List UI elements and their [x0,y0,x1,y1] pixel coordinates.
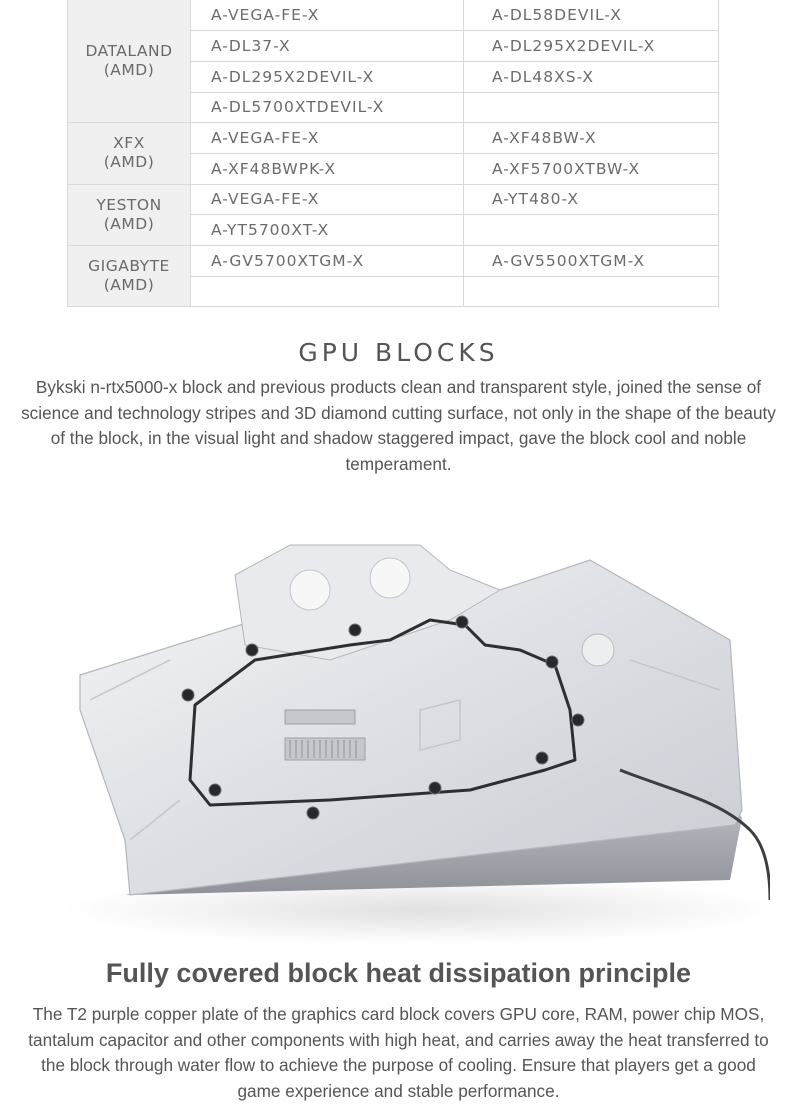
brand-vendor: (AMD) [103,214,155,233]
table-row [68,123,719,154]
brand-vendor: (AMD) [103,276,155,295]
brand-name: XFX [113,134,145,153]
model-cell: A-GV5500XTGM-X [464,246,719,277]
screw-icon [456,616,468,628]
gpu-blocks-description: Bykski n-rtx5000-x block and previous products clean and transparent style, joined the sense of science and technology stripes and 3D diamond cutting surface, not only in the shape of the beauty of the block, in the visual light and shadow staggered impact, gave the block cool and noble temperament. [21,377,776,474]
gpu-blocks-title: GPU BLOCKS [298,338,499,367]
screw-icon [429,782,441,794]
model-cell [464,92,719,123]
screw-icon [246,644,258,656]
model-cell: A-GV5700XTGM-X [191,246,464,277]
model-cell: A-DL48XS-X [464,61,719,92]
screw-icon [546,656,558,668]
model-cell: A-DL37-X [191,31,464,62]
screw-icon [536,752,548,764]
model-cell [464,276,719,307]
logo-disc-icon [582,634,614,666]
brand-vendor: (AMD) [103,153,155,172]
model-cell: A-VEGA-FE-X [191,0,464,31]
model-cell: A-XF5700XTBW-X [464,153,719,184]
brand-name: GIGABYTE [88,257,170,276]
model-cell: A-DL5700XTDEVIL-X [191,92,464,123]
principle-description: The T2 purple copper plate of the graphics card block covers GPU core, RAM, power chip MOS, tantalum capacitor and other components with high heat, and carries away the heat transferred to the block through water flow to achieve the purpose of cooling. Ensure that players get a good game experience and stable performance. [28,1004,769,1101]
brand-cell [68,184,191,245]
model-cell: A-YT5700XT-X [191,215,464,246]
model-cell: A-DL295X2DEVIL-X [464,31,719,62]
model-cell [191,276,464,307]
port-right-icon [370,558,410,598]
model-cell: A-XF48BW-X [464,123,719,154]
model-cell: A-YT480-X [464,184,719,215]
gpu-water-block-image [30,500,770,945]
screw-icon [572,714,584,726]
brand-cell [68,246,191,307]
brand-name: YESTON [96,195,162,214]
model-cell: A-DL295X2DEVIL-X [191,61,464,92]
table-row [68,0,719,31]
brand-cell [68,123,191,184]
brand-name: DATALAND [85,42,173,61]
model-cell [464,215,719,246]
model-cell: A-DL58DEVIL-X [464,0,719,31]
brand-vendor: (AMD) [103,61,155,80]
brand-cell [68,0,191,123]
model-cell: A-VEGA-FE-X [191,184,464,215]
model-cell: A-XF48BWPK-X [191,153,464,184]
port-left-icon [290,570,330,610]
model-cell: A-VEGA-FE-X [191,123,464,154]
table-row [68,246,719,277]
table-row [68,184,719,215]
principle-title: Fully covered block heat dissipation principle [105,958,692,988]
compatibility-table [67,0,719,307]
screw-icon [349,624,361,636]
screw-icon [182,689,194,701]
screw-icon [307,807,319,819]
screw-icon [209,784,221,796]
